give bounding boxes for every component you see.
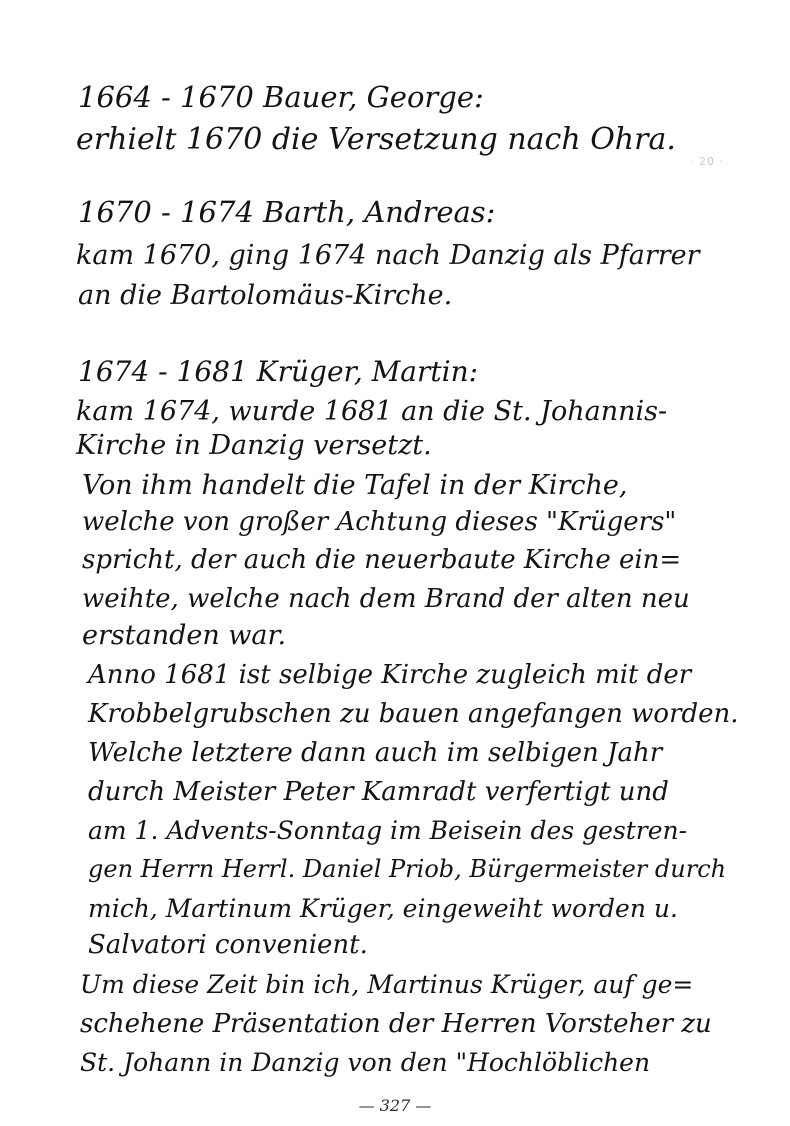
page-number: — 327 — (358, 1096, 432, 1115)
entry-barth-heading: 1670 - 1674 Barth, Andreas: (78, 195, 496, 229)
entry-krueger-line-12: am 1. Advents-Sonntag im Beisein des gestren- (88, 816, 688, 845)
entry-krueger-line-2: Kirche in Danzig versetzt. (76, 430, 432, 461)
entry-krueger-line-1: kam 1674, wurde 1681 an die St. Johannis- (76, 396, 668, 427)
entry-barth-text-line-2: an die Bartolomäus-Kirche. (78, 280, 453, 311)
entry-krueger-line-5: spricht, der auch die neuerbaute Kirche ein= (82, 545, 682, 575)
entry-krueger-line-10: Welche letztere dann auch im selbigen Jahr (88, 738, 663, 768)
entry-krueger-line-7: erstanden war. (82, 620, 287, 651)
entry-krueger-line-9: Krobbelgrubschen zu bauen angefangen worden. (88, 699, 739, 729)
entry-krueger-line-17: schehene Präsentation der Herren Vorsteher zu (80, 1009, 712, 1039)
entry-krueger-line-3: Von ihm handelt die Tafel in der Kirche, (82, 470, 628, 501)
entry-krueger-line-16: Um diese Zeit bin ich, Martinus Krüger, auf ge= (80, 970, 694, 999)
entry-krueger-line-13: gen Herrn Herrl. Daniel Priob, Bürgermeister durch (88, 855, 727, 883)
entry-krueger-line-14: mich, Martinum Krüger, eingeweiht worden u. (88, 894, 678, 923)
entry-bauer-text: erhielt 1670 die Versetzung nach Ohra. (76, 122, 676, 157)
entry-krueger-line-8: Anno 1681 ist selbige Kirche zugleich mit der (88, 660, 692, 690)
entry-krueger-line-18: St. Johann in Danzig von den "Hochlöblichen (80, 1048, 651, 1077)
entry-krueger-line-11: durch Meister Peter Kamradt verfertigt und (88, 777, 669, 807)
entry-krueger-line-4: welche von großer Achtung dieses "Krügers" (82, 507, 677, 537)
entry-krueger-line-15: Salvatori convenient. (88, 930, 368, 960)
entry-bauer-heading: 1664 - 1670 Bauer, George: (78, 80, 484, 114)
entry-barth-text-line-1: kam 1670, ging 1674 nach Danzig als Pfarrer (76, 240, 700, 271)
faint-stamp: · 20 · (690, 155, 724, 168)
entry-krueger-line-6: weihte, welche nach dem Brand der alten neu (82, 584, 690, 614)
entry-krueger-heading: 1674 - 1681 Krüger, Martin: (78, 355, 479, 388)
